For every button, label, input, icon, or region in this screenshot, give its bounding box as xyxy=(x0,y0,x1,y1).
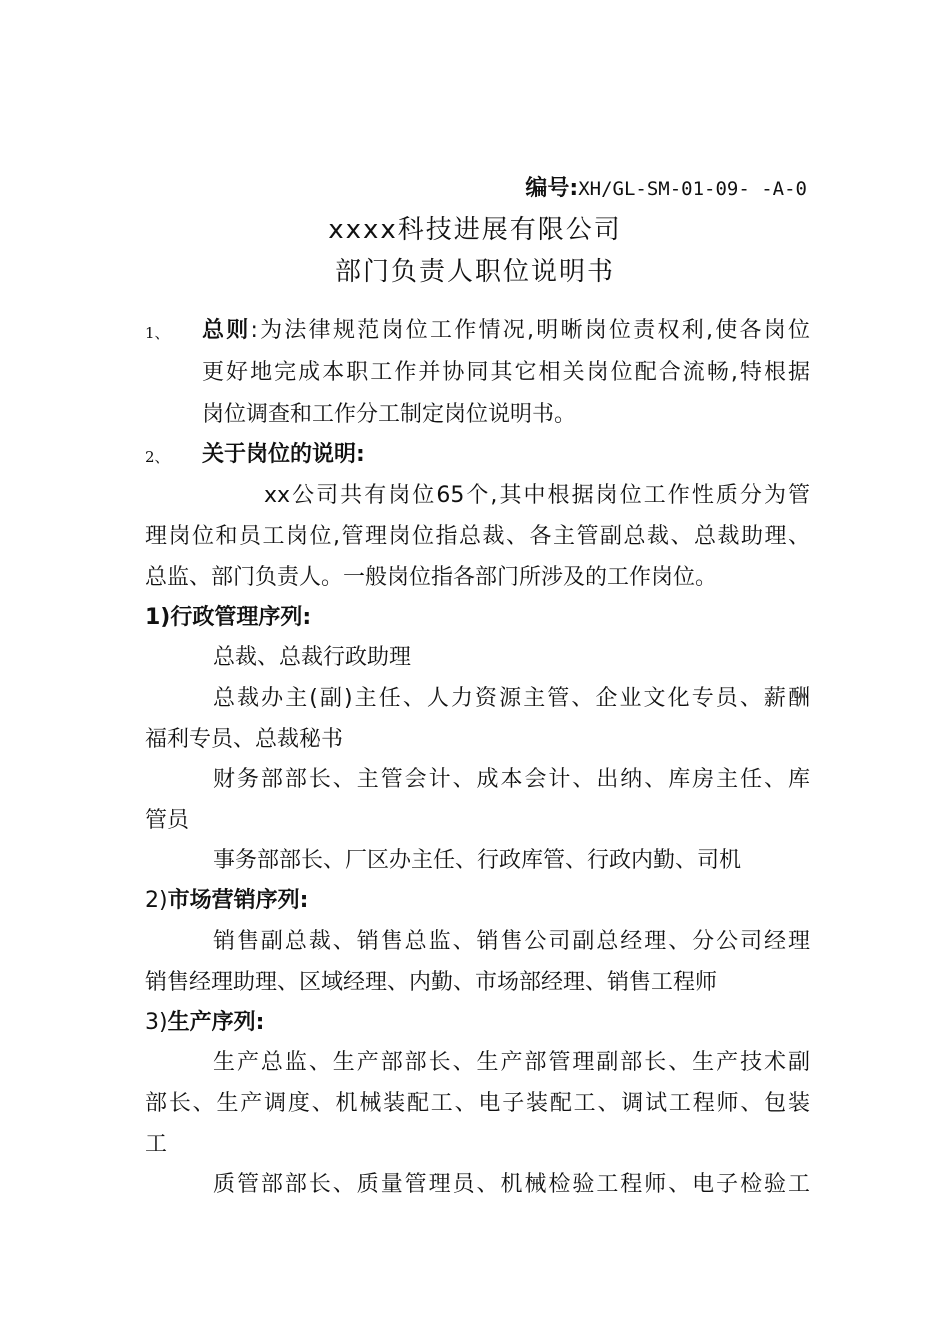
series-2-heading-prefix: 2) xyxy=(145,888,168,913)
series-3-line-4: 质管部部长、质量管理员、机械检验工程师、电子检验工 xyxy=(213,1172,810,1197)
section-2-line-3: 总监、部门负责人。一般岗位指各部门所涉及的工作岗位。 xyxy=(145,565,718,590)
series-1-line-1: 总裁、总裁行政助理 xyxy=(213,645,412,670)
section-2-line-1: xx公司共有岗位65个,其中根据岗位工作性质分为管 xyxy=(264,483,810,508)
company-title: xxxx科技进展有限公司 xyxy=(328,215,622,245)
series-3-line-2: 部长、生产调度、机械装配工、电子装配工、调试工程师、包装 xyxy=(145,1091,810,1116)
section-1-text-1: :为法律规范岗位工作情况,明晰岗位责权利,使各岗位 xyxy=(250,318,810,343)
series-2-line-1: 销售副总裁、销售总监、销售公司副总经理、分公司经理 xyxy=(213,929,810,954)
document-number-value: XH/GL-SM-01-09- -A-0 xyxy=(578,178,807,200)
series-1-line-5: 管员 xyxy=(145,808,190,833)
section-2-heading: 关于岗位的说明: xyxy=(202,442,365,467)
document-number-label: 编号: xyxy=(525,176,579,201)
section-1-line-3: 岗位调查和工作分工制定岗位说明书。 xyxy=(202,402,577,427)
series-1-heading: 1)行政管理序列: xyxy=(145,605,312,630)
series-1-line-3: 福利专员、总裁秘书 xyxy=(145,727,344,752)
series-1-line-6: 事务部部长、厂区办主任、行政库管、行政内勤、司机 xyxy=(213,848,742,873)
document-number xyxy=(525,171,807,202)
document-title: 部门负责人职位说明书 xyxy=(334,257,615,287)
series-3-heading-row xyxy=(145,1008,810,1038)
section-2-number: 2、 xyxy=(145,448,170,466)
section-2-line-2: 理岗位和员工岗位,管理岗位指总裁、各主管副总裁、总裁助理、 xyxy=(145,524,810,549)
series-1-line-4: 财务部部长、主管会计、成本会计、出纳、库房主任、库 xyxy=(213,767,810,792)
series-3-line-1: 生产总监、生产部部长、生产部管理副部长、生产技术副 xyxy=(213,1050,810,1075)
series-2-heading-row xyxy=(145,886,810,916)
series-1-line-2: 总裁办主(副)主任、人力资源主管、企业文化专员、薪酬 xyxy=(213,686,810,711)
section-1-line-1 xyxy=(202,316,810,346)
series-3-line-3: 工 xyxy=(145,1132,168,1157)
section-1-line-2: 更好地完成本职工作并协同其它相关岗位配合流畅,特根据 xyxy=(202,360,810,385)
series-2-heading: 市场营销序列: xyxy=(167,888,309,913)
section-1-heading: 总则 xyxy=(202,318,251,343)
series-3-heading-prefix: 3) xyxy=(145,1010,168,1035)
series-2-line-2: 销售经理助理、区域经理、内勤、市场部经理、销售工程师 xyxy=(145,970,718,995)
series-3-heading: 生产序列: xyxy=(167,1010,265,1035)
section-1-number: 1、 xyxy=(145,324,170,342)
